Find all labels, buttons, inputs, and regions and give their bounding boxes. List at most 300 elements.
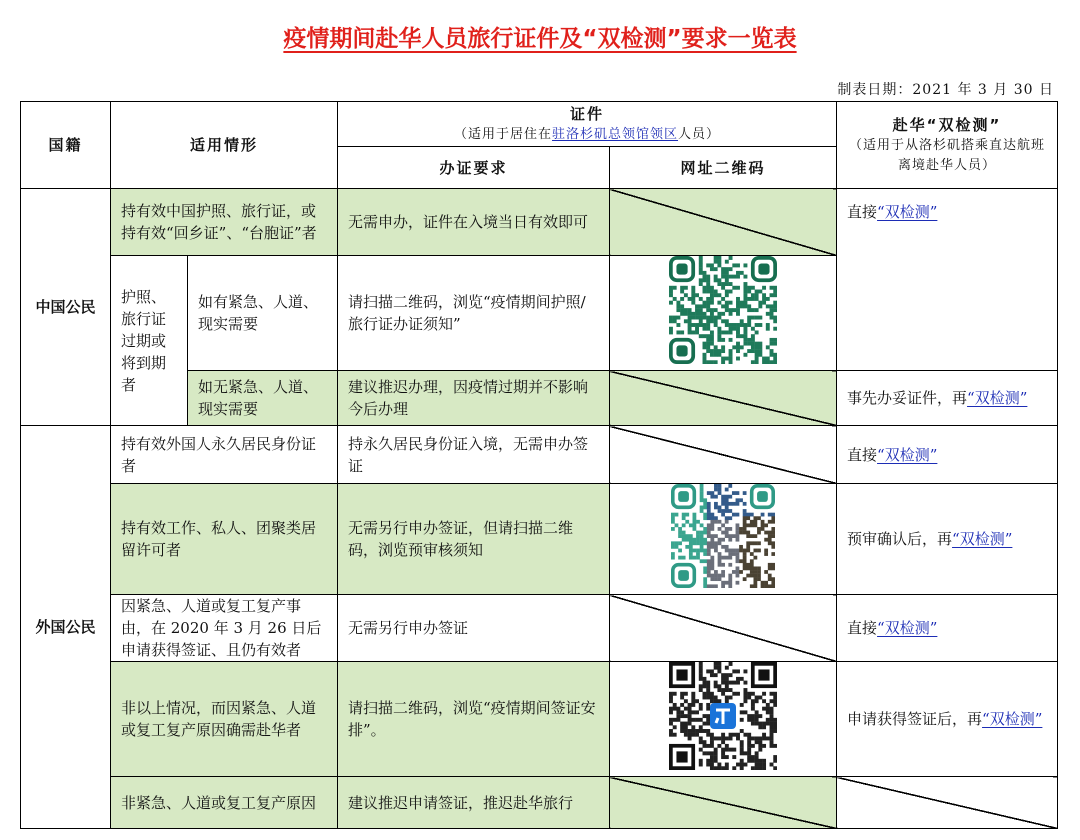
qr-module <box>721 312 725 316</box>
qr-module <box>710 556 714 560</box>
qr-module <box>773 755 777 759</box>
qr-module <box>755 763 759 767</box>
header-requirements: 办证要求 <box>338 147 610 189</box>
qr-module <box>746 523 750 527</box>
qr-module <box>743 502 747 506</box>
qr-module <box>771 531 775 535</box>
qr-module <box>710 577 714 581</box>
qr-module <box>682 531 686 535</box>
qr-module <box>714 256 718 260</box>
qr-module <box>725 275 729 279</box>
qr-module <box>717 334 721 338</box>
qr-module <box>728 563 732 567</box>
qr-module <box>707 531 711 535</box>
qr-module <box>761 520 765 524</box>
qr-module <box>746 545 750 549</box>
qr-module <box>706 275 710 279</box>
qr-module <box>710 330 714 334</box>
qr-module <box>751 334 755 338</box>
qr-module <box>728 495 732 499</box>
qr-module <box>703 498 707 502</box>
qr-module <box>725 278 729 282</box>
qr-module <box>762 692 766 696</box>
qr-module <box>710 733 714 737</box>
qr-module <box>710 263 714 267</box>
qr-module <box>771 534 775 538</box>
qr-module <box>736 736 740 740</box>
qr-module <box>693 513 697 517</box>
qr-module <box>725 744 729 748</box>
qr-module <box>706 334 710 338</box>
qr-module <box>691 699 695 703</box>
dual-test-link[interactable]: “双检测” <box>877 445 938 464</box>
qr-module <box>725 684 729 688</box>
qr-module <box>707 570 711 574</box>
qr-module <box>689 549 693 553</box>
qr-module <box>755 349 759 353</box>
qr-module <box>751 692 755 696</box>
qr-module <box>725 666 729 670</box>
qr-module <box>699 308 703 312</box>
qr-module <box>770 286 774 290</box>
qr-module <box>699 763 703 767</box>
nationality-chinese: 中国公民 <box>21 189 111 426</box>
qr-module <box>736 491 740 495</box>
qr-module <box>750 520 754 524</box>
qr-module <box>718 563 722 567</box>
qr-module <box>736 271 740 275</box>
qr-module <box>725 516 729 520</box>
qr-module <box>714 502 718 506</box>
qr-module <box>739 559 743 563</box>
qr-module <box>751 349 755 353</box>
qr-module <box>770 304 774 308</box>
qr-module <box>747 755 751 759</box>
qr-module <box>688 330 692 334</box>
qr-module <box>732 748 736 752</box>
qr-module <box>691 293 695 297</box>
qr-module <box>714 759 718 763</box>
qr-module <box>755 330 759 334</box>
qr-module <box>714 541 718 545</box>
qr-module <box>669 293 673 297</box>
qr-module <box>751 293 755 297</box>
qr-module <box>688 729 692 733</box>
qr-module <box>710 673 714 677</box>
qr-module <box>732 308 736 312</box>
qr-module <box>750 566 754 570</box>
qr-module <box>770 699 774 703</box>
qr-module <box>753 520 757 524</box>
visa-qr-code[interactable] <box>669 662 777 776</box>
qr-module <box>710 534 714 538</box>
qr-module <box>680 297 684 301</box>
qr-module <box>706 338 710 342</box>
qr-module <box>762 301 766 305</box>
qr-module <box>761 523 765 527</box>
qr-module <box>699 736 703 740</box>
qr-module <box>729 330 733 334</box>
qr-module <box>753 556 757 560</box>
qr-module <box>695 710 699 714</box>
qr-module <box>710 491 714 495</box>
qr-module <box>710 349 714 353</box>
qr-module <box>725 688 729 692</box>
qr-module <box>695 327 699 331</box>
qr-module <box>721 581 725 585</box>
qr-module <box>758 342 762 346</box>
qr-module <box>736 330 740 334</box>
qr-module <box>766 718 770 722</box>
qr-module <box>680 308 684 312</box>
qr-module <box>736 556 740 560</box>
qr-module <box>725 677 729 681</box>
qr-module <box>710 696 714 700</box>
qr-module <box>676 304 680 308</box>
qr-module <box>755 755 759 759</box>
qr-module <box>773 308 777 312</box>
qr-module <box>710 699 714 703</box>
qr-finder <box>671 746 693 768</box>
qr-module <box>739 527 743 531</box>
qr-module <box>717 338 721 342</box>
qr-module <box>740 718 744 722</box>
qr-module <box>703 275 707 279</box>
qr-module <box>691 312 695 316</box>
qr-module <box>710 513 714 517</box>
qr-module <box>689 538 693 542</box>
qr-module <box>728 574 732 578</box>
preaudit-qr-code[interactable] <box>671 484 775 594</box>
qr-module <box>700 509 704 513</box>
qr-module <box>680 304 684 308</box>
qr-module <box>703 327 707 331</box>
qr-module <box>710 669 714 673</box>
qr-module <box>721 751 725 755</box>
qr-module <box>717 699 721 703</box>
qr-module <box>729 256 733 260</box>
requirement-cell: 请扫描二维码，浏览“疫情期间护照/旅行证办证须知” <box>338 256 610 371</box>
qr-module <box>689 552 693 556</box>
qr-module <box>773 319 777 323</box>
qr-module <box>746 574 750 578</box>
qr-module <box>684 286 688 290</box>
qr-module <box>729 673 733 677</box>
qr-module <box>721 740 725 744</box>
qr-module <box>721 755 725 759</box>
qr-module <box>773 718 777 722</box>
qr-module <box>753 581 757 585</box>
qr-empty-cell <box>610 595 837 662</box>
qr-module <box>676 323 680 327</box>
qr-module <box>693 538 697 542</box>
qr-module <box>699 707 703 711</box>
qr-module <box>673 733 677 737</box>
situation-cell: 如有紧急、人道、现实需要 <box>188 256 338 371</box>
qr-module <box>762 286 766 290</box>
qr-module <box>699 323 703 327</box>
requirement-cell: 持永久居民身份证入境，无需申办签证 <box>338 426 610 484</box>
qr-module <box>695 330 699 334</box>
qr-module <box>721 271 725 275</box>
qr-module <box>721 304 725 308</box>
dual-test-link[interactable]: “双检测” <box>877 203 938 221</box>
qr-module <box>736 498 740 502</box>
qr-module <box>717 744 721 748</box>
qr-module <box>747 342 751 346</box>
qr-module <box>743 552 747 556</box>
qr-module <box>770 692 774 696</box>
qr-module <box>753 534 757 538</box>
qr-module <box>717 666 721 670</box>
qr-module <box>710 293 714 297</box>
qr-module <box>766 707 770 711</box>
qr-module <box>685 520 689 524</box>
qr-module <box>732 552 736 556</box>
qr-module <box>746 541 750 545</box>
qr-module <box>757 570 761 574</box>
qr-module <box>751 718 755 722</box>
qr-module <box>771 513 775 517</box>
qr-module <box>743 523 747 527</box>
situation-cell: 因紧急、人道或复工复产事由，在 2020 年 3 月 26 日后申请获得签证、且仍有效者 <box>111 595 338 662</box>
qr-module <box>714 360 718 364</box>
qr-module <box>751 722 755 726</box>
qr-module <box>703 301 707 305</box>
qr-module <box>764 584 768 588</box>
qr-module <box>762 722 766 726</box>
qr-module <box>688 722 692 726</box>
qr-module <box>696 549 700 553</box>
qr-module <box>699 666 703 670</box>
qr-module <box>721 509 725 513</box>
qr-finder <box>671 258 693 280</box>
qr-module <box>729 748 733 752</box>
qr-module <box>732 534 736 538</box>
qr-module <box>710 308 714 312</box>
passport-qr-code[interactable] <box>669 256 777 370</box>
qr-module <box>699 662 703 666</box>
qr-module <box>721 495 725 499</box>
qr-module <box>729 736 733 740</box>
qr-module <box>669 301 673 305</box>
qr-module <box>714 574 718 578</box>
qr-module <box>710 523 714 527</box>
qr-module <box>736 312 740 316</box>
dual-test-link[interactable]: “双检测” <box>877 619 938 637</box>
qr-module <box>728 484 732 488</box>
qr-module <box>736 566 740 570</box>
qr-module <box>766 304 770 308</box>
qr-module <box>703 538 707 542</box>
qr-module <box>721 748 725 752</box>
qr-module <box>762 766 766 770</box>
qr-module <box>740 304 744 308</box>
qr-module <box>700 545 704 549</box>
qr-module <box>700 484 704 488</box>
qr-module <box>703 541 707 545</box>
qr-module <box>717 293 721 297</box>
qr-module <box>736 327 740 331</box>
qr-module <box>736 581 740 585</box>
qr-module <box>743 275 747 279</box>
qr-module <box>717 312 721 316</box>
qr-module <box>766 297 770 301</box>
qr-module <box>732 755 736 759</box>
qr-module <box>732 327 736 331</box>
qr-module <box>714 751 718 755</box>
qr-module <box>682 516 686 520</box>
qr-module <box>714 293 718 297</box>
dual-test-link[interactable]: “双检测” <box>967 389 1028 407</box>
qr-module <box>706 345 710 349</box>
qr-module <box>676 707 680 711</box>
qr-module <box>768 538 772 542</box>
qr-module <box>736 677 740 681</box>
qr-module <box>718 509 722 513</box>
dual-test-link[interactable]: “双检测” <box>952 530 1013 548</box>
qr-module <box>699 684 703 688</box>
qr-module <box>706 707 710 711</box>
qr-module <box>747 733 751 737</box>
qr-module <box>699 703 703 707</box>
qr-module <box>695 718 699 722</box>
qr-module <box>688 733 692 737</box>
qr-module <box>758 736 762 740</box>
qr-module <box>707 574 711 578</box>
qr-module <box>732 275 736 279</box>
qr-module <box>768 531 772 535</box>
qr-module <box>736 342 740 346</box>
qr-module <box>673 297 677 301</box>
qr-module <box>771 584 775 588</box>
qr-module <box>699 334 703 338</box>
qr-module <box>706 722 710 726</box>
qr-module <box>755 699 759 703</box>
qr-module <box>703 345 707 349</box>
qr-module <box>693 520 697 524</box>
qr-module <box>691 733 695 737</box>
qr-module <box>710 566 714 570</box>
qr-module <box>684 707 688 711</box>
qr-module <box>714 260 718 264</box>
qr-module <box>739 498 743 502</box>
qr-module <box>714 736 718 740</box>
qr-module <box>714 345 718 349</box>
qr-module <box>685 545 689 549</box>
qr-module <box>680 696 684 700</box>
table-date: 制表日期：2021 年 3 月 30 日 <box>837 82 1054 98</box>
qr-module <box>684 293 688 297</box>
qr-module <box>747 714 751 718</box>
qr-module <box>747 349 751 353</box>
qr-module <box>758 740 762 744</box>
qr-module <box>770 722 774 726</box>
qr-module <box>703 513 707 517</box>
qr-module <box>747 696 751 700</box>
qr-module <box>770 349 774 353</box>
qr-module <box>714 488 718 492</box>
qr-module <box>762 707 766 711</box>
qr-module <box>729 312 733 316</box>
qr-module <box>703 531 707 535</box>
qr-module <box>758 304 762 308</box>
qr-module <box>729 323 733 327</box>
consulate-district-link[interactable]: 驻洛杉矶总领馆领区 <box>552 127 679 142</box>
qr-module <box>680 714 684 718</box>
qr-module <box>707 509 711 513</box>
qr-module <box>773 293 777 297</box>
qr-module <box>758 744 762 748</box>
qr-module <box>695 323 699 327</box>
qr-module <box>706 327 710 331</box>
qr-module <box>736 502 740 506</box>
qr-module <box>762 736 766 740</box>
qr-module <box>740 759 744 763</box>
qr-module <box>725 304 729 308</box>
qr-module <box>740 345 744 349</box>
qr-module <box>721 584 725 588</box>
qr-module <box>743 263 747 267</box>
qr-module <box>736 549 740 553</box>
qr-module <box>755 360 759 364</box>
qr-module <box>758 323 762 327</box>
requirement-cell: 请扫描二维码，浏览“疫情期间签证安排”。 <box>338 662 610 777</box>
qr-module <box>750 570 754 574</box>
qr-module <box>773 342 777 346</box>
qr-module <box>714 319 718 323</box>
qr-module <box>696 534 700 538</box>
qr-module <box>747 338 751 342</box>
qr-module <box>700 495 704 499</box>
qr-module <box>703 692 707 696</box>
qr-module <box>710 755 714 759</box>
qr-module <box>671 556 675 560</box>
dual-test-link[interactable]: “双检测” <box>982 710 1043 728</box>
qr-module <box>714 666 718 670</box>
header-situation: 适用情形 <box>111 102 338 189</box>
qr-module <box>725 581 729 585</box>
qr-module <box>736 263 740 267</box>
qr-module <box>721 766 725 770</box>
requirement-cell: 无需申办，证件在入境当日有效即可 <box>338 189 610 256</box>
qr-module <box>768 534 772 538</box>
qr-module <box>773 360 777 364</box>
qr-module <box>743 301 747 305</box>
qr-module <box>755 345 759 349</box>
situation-cell: 持有效中国护照、旅行证，或持有效“回乡证”、“台胞证”者 <box>111 189 338 256</box>
qr-module <box>703 286 707 290</box>
qr-module <box>689 523 693 527</box>
qr-module <box>678 527 682 531</box>
qr-module <box>753 577 757 581</box>
qr-module <box>770 763 774 767</box>
qr-module <box>751 360 755 364</box>
qr-module <box>725 556 729 560</box>
qr-module <box>750 513 754 517</box>
qr-module <box>707 516 711 520</box>
qr-module <box>718 556 722 560</box>
qr-module <box>669 729 673 733</box>
qr-module <box>758 353 762 357</box>
qr-module <box>758 725 762 729</box>
situation-cell: 持有效工作、私人、团聚类居留许可者 <box>111 484 338 595</box>
qr-module <box>706 681 710 685</box>
qr-module <box>675 541 679 545</box>
qr-module <box>736 570 740 574</box>
qr-module <box>736 763 740 767</box>
qr-module <box>707 552 711 556</box>
